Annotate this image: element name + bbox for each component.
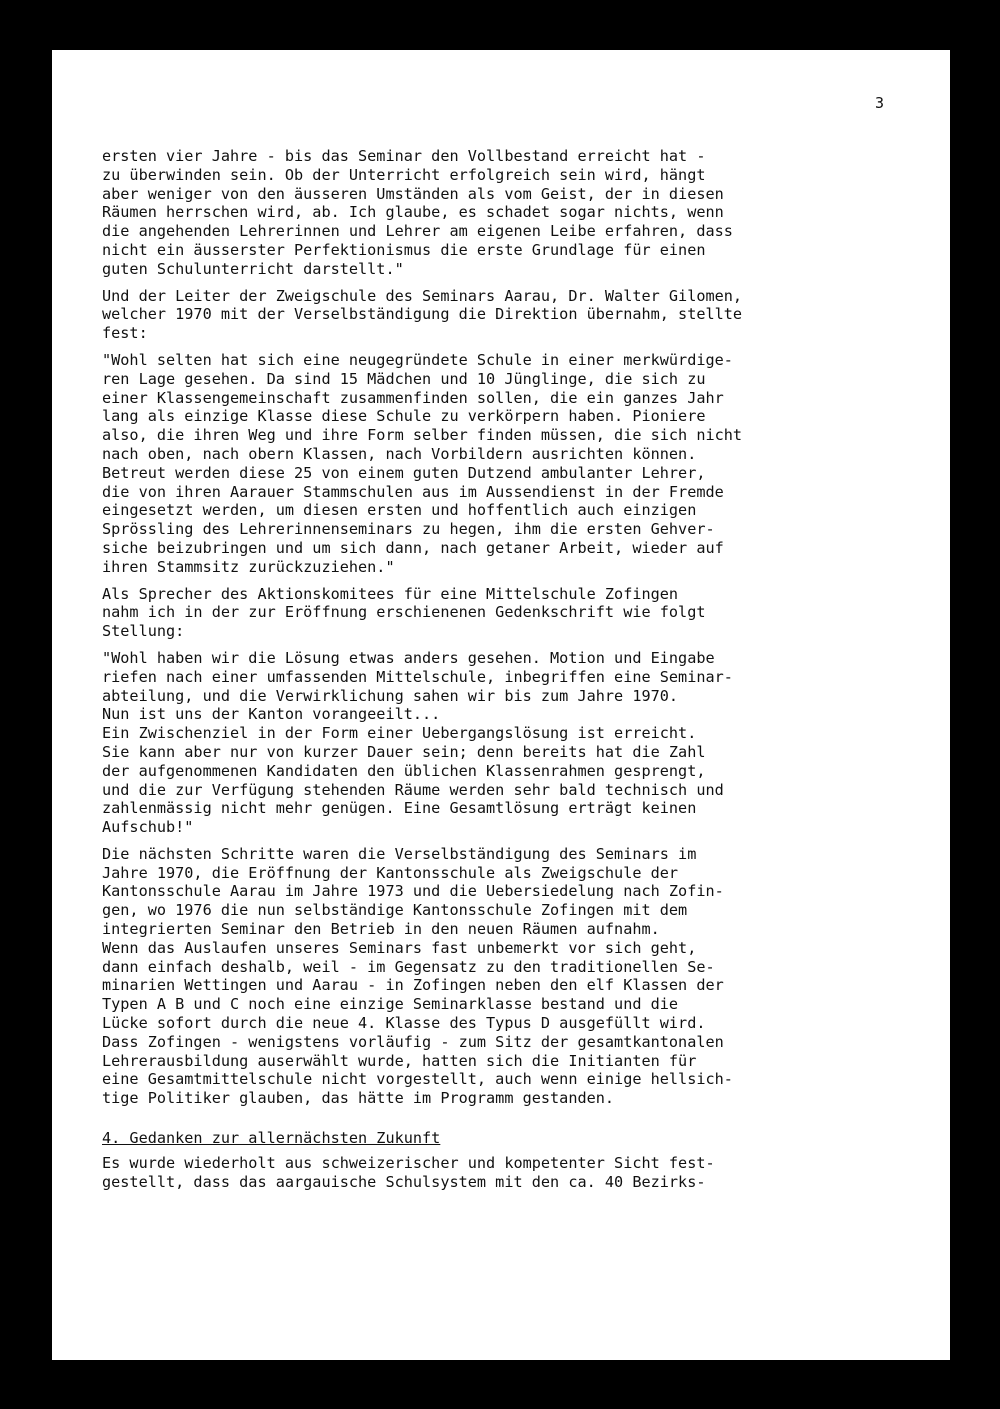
paragraph [102,649,892,837]
document-page [52,50,950,1360]
text-line: "Wohl haben wir die Lösung etwas anders gesehen. Motion und Eingabe [102,648,715,667]
section-heading: 4. Gedanken zur allernächsten Zukunft [102,1129,441,1148]
text-line: ihren Stammsitz zurückzuziehen." [102,557,395,576]
text-line: Stellung: [102,622,185,641]
text-line: nach oben, nach obern Klassen, nach Vorbildern ausrichten können. [102,444,697,463]
text-line: Als Sprecher des Aktionskomitees für eine Mittelschule Zofingen [102,584,679,603]
document-body [102,147,892,1199]
text-line: und die zur Verfügung stehenden Räume werden sehr bald technisch und [102,780,724,799]
text-line: Betreut werden diese 25 von einem guten Dutzend ambulanter Lehrer, [102,463,706,482]
text-line: guten Schulunterricht darstellt." [102,259,404,278]
text-line: eingesetzt werden, um diesen ersten und hoffentlich auch einzigen [102,501,697,520]
text-line: Nun ist uns der Kanton vorangeeilt... [102,705,441,724]
text-line: Und der Leiter der Zweigschule des Seminars Aarau, Dr. Walter Gilomen, [102,286,743,305]
paragraph [102,845,892,1108]
text-line: zahlenmässig nicht mehr genügen. Eine Gesamtlösung erträgt keinen [102,799,697,818]
text-line: die von ihren Aarauer Stammschulen aus im Aussendienst in der Fremde [102,482,724,501]
text-line: welcher 1970 mit der Verselbständigung die Direktion übernahm, stellte [102,305,743,324]
paragraph [102,1154,892,1192]
text-line: gestellt, dass das aargauische Schulsystem mit den ca. 40 Bezirks- [102,1172,706,1191]
text-line: der aufgenommenen Kandidaten den üblichen Klassenrahmen gesprengt, [102,761,706,780]
text-line: nahm ich in der zur Eröffnung erschienenen Gedenkschrift wie folgt [102,603,706,622]
text-line: abteilung, und die Verwirklichung sahen wir bis zum Jahre 1970. [102,686,679,705]
text-line: fest: [102,324,148,343]
text-line: nicht ein äusserster Perfektionismus die erste Grundlage für einen [102,240,706,259]
text-line: zu überwinden sein. Ob der Unterricht erfolgreich sein wird, hängt [102,165,706,184]
text-line: die angehenden Lehrerinnen und Lehrer am eigenen Leibe erfahren, dass [102,222,733,241]
text-line: Es wurde wiederholt aus schweizerischer und kompetenter Sicht fest- [102,1153,715,1172]
text-line: "Wohl selten hat sich eine neugegründete Schule in einer merkwürdige- [102,350,733,369]
text-line: Sprössling des Lehrerinnenseminars zu hegen, ihm die ersten Gehver- [102,520,715,539]
paragraph [102,351,892,577]
text-line: Lehrerausbildung auserwählt wurde, hatten sich die Initianten für [102,1051,697,1070]
paragraph [102,147,892,279]
text-line: Jahre 1970, die Eröffnung der Kantonsschule als Zweigschule der [102,863,679,882]
page-number: 3 [875,94,885,112]
text-line: Räumen herrschen wird, ab. Ich glaube, es schadet sogar nichts, wenn [102,203,724,222]
text-line: also, die ihren Weg und ihre Form selber finden müssen, die sich nicht [102,426,743,445]
text-line: ersten vier Jahre - bis das Seminar den Vollbestand erreicht hat - [102,147,706,165]
text-line: siche beizubringen und um sich dann, nach getaner Arbeit, wieder auf [102,538,724,557]
text-line: minarien Wettingen und Aarau - in Zofingen neben den elf Klassen der [102,976,724,995]
text-line: Wenn das Auslaufen unseres Seminars fast unbemerkt vor sich geht, [102,938,697,957]
text-line: aber weniger von den äusseren Umständen als vom Geist, der in diesen [102,184,724,203]
text-line: eine Gesamtmittelschule nicht vorgestellt, auch wenn einige hellsich- [102,1070,733,1089]
text-line: ren Lage gesehen. Da sind 15 Mädchen und 10 Jünglinge, die sich zu [102,369,706,388]
text-line: Sie kann aber nur von kurzer Dauer sein; denn bereits hat die Zahl [102,742,706,761]
text-line: lang als einzige Klasse diese Schule zu verkörpern haben. Pioniere [102,407,706,426]
text-line: integrierten Seminar den Betrieb in den neuen Räumen aufnahm. [102,920,660,939]
text-line: riefen nach einer umfassenden Mittelschule, inbegriffen eine Seminar- [102,667,733,686]
paragraph [102,287,892,343]
paragraph-container [102,147,892,1108]
text-line: Typen A B und C noch eine einzige Seminarklasse bestand und die [102,995,679,1014]
text-line: einer Klassengemeinschaft zusammenfinden sollen, die ein ganzes Jahr [102,388,724,407]
text-line: Ein Zwischenziel in der Form einer Uebergangslösung ist erreicht. [102,724,697,743]
text-line: Dass Zofingen - wenigstens vorläufig - zum Sitz der gesamtkantonalen [102,1032,724,1051]
text-line: Kantonsschule Aarau im Jahre 1973 und die Uebersiedelung nach Zofin- [102,882,724,901]
text-line: gen, wo 1976 die nun selbständige Kantonsschule Zofingen mit dem [102,901,688,920]
text-line: Lücke sofort durch die neue 4. Klasse des Typus D ausgefüllt wird. [102,1014,706,1033]
text-line: Die nächsten Schritte waren die Verselbständigung des Seminars im [102,844,697,863]
paragraph [102,585,892,641]
text-line: dann einfach deshalb, weil - im Gegensatz zu den traditionellen Se- [102,957,715,976]
text-line: Aufschub!" [102,818,194,837]
text-line: tige Politiker glauben, das hätte im Programm gestanden. [102,1089,615,1108]
